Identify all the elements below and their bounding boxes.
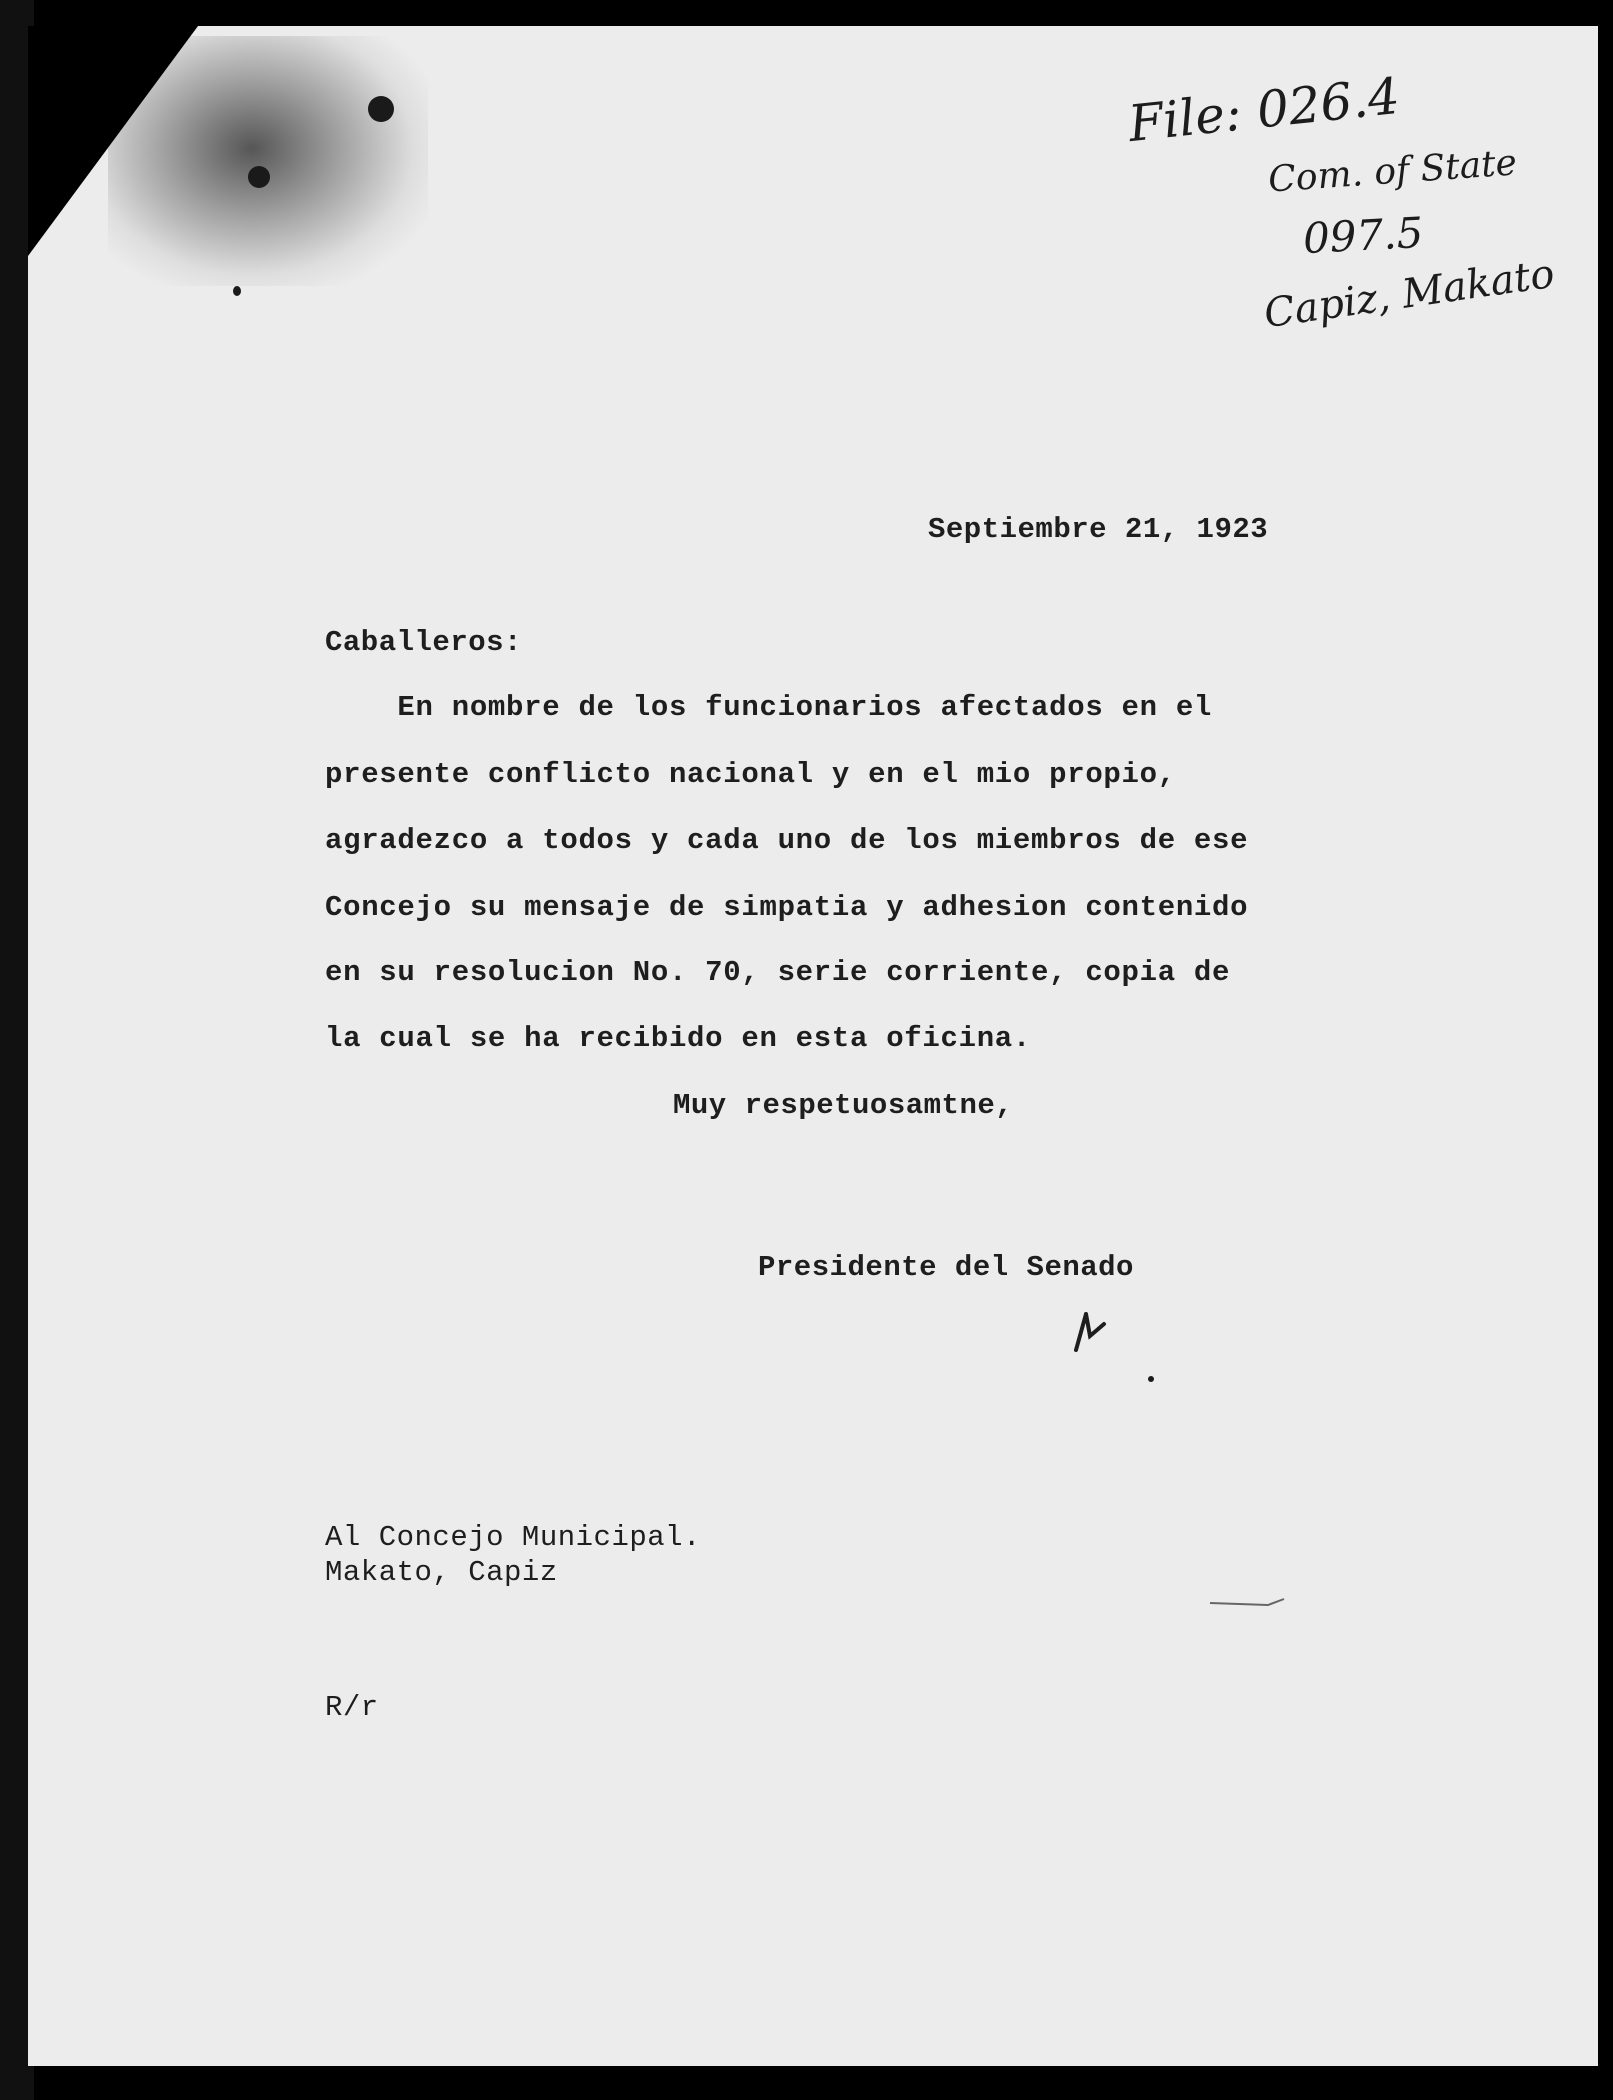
letter-page — [28, 26, 1598, 2066]
signature-title: Presidente del Senado — [758, 1251, 1134, 1284]
letter-closing: Muy respetuosamtne, — [673, 1089, 1014, 1122]
ink-blot — [368, 96, 394, 122]
ink-blot — [1148, 1376, 1154, 1382]
letter-date: Septiembre 21, 1923 — [928, 513, 1269, 546]
handwritten-file-note-line-2: Com. of State — [1266, 142, 1519, 201]
recipient-line-2: Makato, Capiz — [325, 1556, 558, 1589]
body-line: En nombre de los funcionarios afectados en el — [325, 691, 1213, 724]
body-line: agradezco a todos y cada uno de los miembros de ese — [325, 824, 1249, 857]
handwritten-file-note-line-4: Capiz, Makato — [1261, 250, 1558, 338]
recipient-line-1: Al Concejo Municipal. — [325, 1521, 701, 1554]
body-line: la cual se ha recibido en esta oficina. — [325, 1022, 1032, 1055]
handwritten-file-note-line-3: 097.5 — [1301, 207, 1425, 264]
ink-blot — [248, 166, 270, 188]
handwritten-file-note-line-1: File: 026.4 — [1125, 66, 1403, 154]
pencil-tick-mark — [1208, 1591, 1288, 1611]
folded-corner — [28, 26, 198, 256]
body-line: Concejo su mensaje de simpatia y adhesion contenido — [325, 891, 1249, 924]
body-line: en su resolucion No. 70, serie corriente, copia de — [325, 956, 1231, 989]
letter-salutation: Caballeros: — [325, 626, 522, 659]
reference-initials: R/r — [325, 1691, 379, 1724]
initial-check-mark — [1070, 1306, 1110, 1356]
body-line: presente conflicto nacional y en el mio propio, — [325, 758, 1176, 791]
ink-blot — [233, 286, 241, 296]
